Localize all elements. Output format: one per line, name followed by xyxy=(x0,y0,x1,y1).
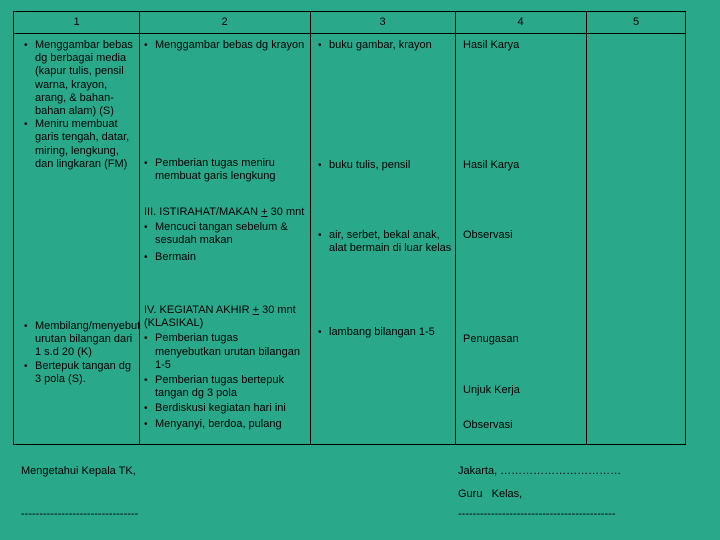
headmaster-signature-line: -------------------------------- xyxy=(21,508,139,520)
list-item: • air, serbet, bekal anak, alat bermain di luar kelas xyxy=(318,229,453,255)
column-divider xyxy=(455,12,456,444)
list-item: • Menyanyi, berdoa, pulang xyxy=(144,418,307,431)
list-item: • Berdiskusi kegiatan hari ini xyxy=(144,402,307,415)
header-col-5: 5 xyxy=(632,16,640,28)
header-col-4: 4 xyxy=(517,16,524,28)
indicator-list-2 xyxy=(24,320,141,386)
headmaster-label: Mengetahui Kepala TK, xyxy=(21,465,136,477)
activity-list-a xyxy=(144,39,307,52)
media-list-b xyxy=(318,159,453,172)
list-item: • Bertepuk tangan dg 3 pola (S). xyxy=(24,360,137,386)
assessment-c: Observasi xyxy=(463,229,513,241)
assessment-e: Unjuk Kerja xyxy=(463,384,520,396)
list-item: • buku gambar, krayon xyxy=(318,39,453,52)
section-title-suffix: 30 mnt (KLASIKAL) xyxy=(144,304,296,330)
list-item: • Bermain xyxy=(144,251,307,264)
list-item: • Menggambar bebas dg krayon xyxy=(144,39,307,52)
teacher-label: Guru Kelas, xyxy=(458,488,523,500)
list-item: • Pemberian tugas bertepuk tangan dg 3 pola xyxy=(144,374,307,400)
assessment-d: Penugasan xyxy=(463,333,519,345)
column-divider xyxy=(310,12,311,444)
list-item: • buku tulis, pensil xyxy=(318,159,453,172)
section-title xyxy=(144,304,307,330)
media-list-d xyxy=(318,326,453,339)
activity-table xyxy=(13,11,686,445)
teacher-signature-line: ------------------------------------------- xyxy=(458,508,616,520)
section-title xyxy=(144,206,307,219)
section-title-prefix: IV. KEGIATAN AKHIR xyxy=(144,304,253,316)
section-akhir xyxy=(144,304,307,431)
header-col-2: 2 xyxy=(221,16,228,28)
section-istirahat xyxy=(144,206,307,264)
plus-minus-sign: + xyxy=(261,206,268,218)
header-col-3: 3 xyxy=(379,16,386,28)
list-item: • Pemberian tugas menyebutkan urutan bilangan 1-5 xyxy=(144,332,307,372)
list-item: • Mencuci tangan sebelum & sesudah makan xyxy=(144,221,307,247)
column-divider xyxy=(586,12,587,444)
media-list-a xyxy=(318,39,453,52)
list-item: • Pemberian tugas meniru membuat garis lengkung xyxy=(144,157,307,183)
assessment-f: Observasi xyxy=(463,419,513,431)
section-title-prefix: III. ISTIRAHAT/MAKAN xyxy=(144,206,262,218)
list-item: • Menggambar bebas dg berbagai media (kapur tulis, pensil warna, krayon, arang, & bahan-bahan alam) (S) xyxy=(24,39,137,118)
list-item: • Meniru membuat garis tengah, datar, miring, lengkung, dan lingkaran (FM) xyxy=(24,118,137,171)
date-line: Jakarta, …………………………… xyxy=(458,465,622,477)
assessment-a: Hasil Karya xyxy=(463,39,520,51)
header-divider xyxy=(14,33,685,34)
indicator-list-1 xyxy=(24,39,137,171)
list-item: • lambang bilangan 1-5 xyxy=(318,326,453,339)
media-list-c xyxy=(318,229,453,255)
column-divider xyxy=(139,12,140,444)
activity-list-b xyxy=(144,157,307,183)
list-item: • Membilang/menyebut urutan bilangan dari 1 s.d 20 (K) xyxy=(24,320,137,360)
assessment-b: Hasil Karya xyxy=(463,159,520,171)
section-title-suffix: 30 mnt xyxy=(267,206,305,218)
header-col-1: 1 xyxy=(73,16,80,28)
plus-minus-sign: + xyxy=(252,304,260,316)
